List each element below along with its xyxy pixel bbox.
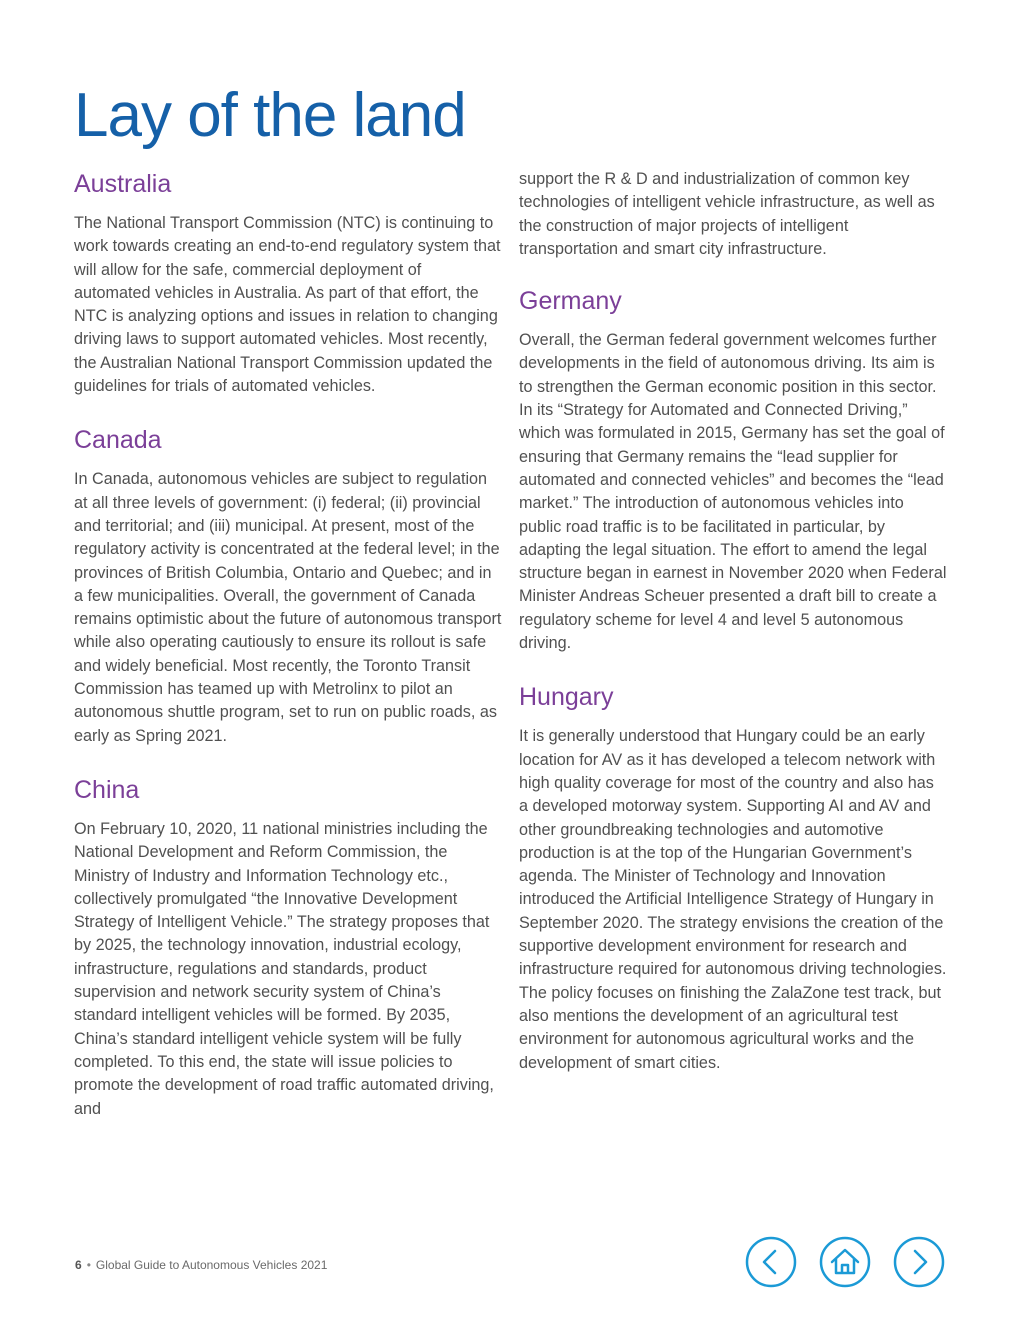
right-column	[519, 168, 947, 1101]
section-heading-australia: Australia	[74, 170, 172, 198]
section-body-hungary: It is generally understood that Hungary could be an early location for AV as it has developed a telecom network with high quality coverage for most of the country and also has a developed motorway system. Supporting AI and AV and other groundbreaking technologies and automotive production is at the top of the Hungarian Government’s agenda. The Minister of Technology and Innovation introduced the Artificial Intelligence Strategy of Hungary in September 2020. The strategy envisions the creation of the supportive development environment for research and infrastructure required for autonomous driving technologies. The policy focuses on finishing the ZalaZone test track, but also mentions the development of an agricultural test environment for autonomous agricultural works and the development of smart cities.	[519, 727, 947, 1072]
section-china	[74, 774, 502, 1121]
next-page-button[interactable]	[893, 1236, 945, 1288]
page-footer	[75, 1258, 327, 1272]
publication-title: Global Guide to Autonomous Vehicles 2021	[95, 1258, 328, 1272]
home-icon	[819, 1236, 871, 1288]
chevron-left-icon	[745, 1236, 797, 1288]
section-heading-hungary: Hungary	[519, 683, 614, 712]
section-germany	[519, 285, 947, 655]
section-body-australia: The National Transport Commission (NTC) is continuing to work towards creating an end-to-end regulatory system that will allow for the safe, commercial deployment of automated vehicles in Australia. As part of that effort, the NTC is analyzing options and issues in relation to changing driving laws to support automated vehicles. Most recently, the Australian National Transport Commission updated the guidelines for trials of automated vehicles.	[74, 214, 501, 396]
section-heading-germany: Germany	[519, 287, 622, 316]
section-body-germany: Overall, the German federal government welcomes further developments in the field of autonomous driving. Its aim is to strengthen the German economic position in this sector. In its “Strategy for Automated and Connected Driving,” which was formulated in 2015, Germany has set the goal of ensuring that Germany remains the “lead supplier for automated and connected vehicles” and becomes the “lead market.” The introduction of autonomous vehicles into public road traffic is to be facilitated in particular, by adapting the legal situation. The effort to amend the legal structure began in earnest in November 2020 when Federal Minister Andreas Scheuer presented a draft bill to create a regulatory scheme for level 4 and level 5 autonomous driving.	[519, 331, 947, 653]
section-body-canada: In Canada, autonomous vehicles are subject to regulation at all three levels of government: (i) federal; (ii) provincial and territorial; and (iii) municipal. At present, most of the regulatory activity is concentrated at the federal level; in the provinces of British Columbia, Ontario and Quebec; and in a few municipalities. Overall, the government of Canada remains optimistic about the future of autonomous transport while also operating cautiously to ensure its rollout is safe and widely beneficial. Most recently, the Toronto Transit Commission has teamed up with Metrolinx to pilot an autonomous shuttle program, set to run on public roads, as early as Spring 2021.	[74, 470, 502, 745]
section-body-china-continued: support the R & D and industrialization of common key technologies of intelligent vehicle infrastructure, as well as the construction of major projects of intelligent transportation and smart city infrastructure.	[519, 170, 935, 258]
section-body-china: On February 10, 2020, 11 national ministries including the National Development and Reform Commission, the Ministry of Industry and Information Technology etc., collectively promulgated “the Innovative Development Strategy of Intelligent Vehicle.” The strategy proposes that by 2025, the technology innovation, industrial ecology, infrastructure, regulations and standards, product supervision and network security system of China’s standard intelligent vehicles will be formed. By 2035, China’s standard intelligent vehicle system will be fully completed. To this end, the state will issue policies to promote the development of road traffic automated driving, and	[74, 819, 494, 1118]
section-heading-china: China	[74, 775, 140, 804]
page-title: Lay of the land	[74, 81, 466, 150]
page-number: 6	[75, 1258, 82, 1272]
section-hungary	[519, 681, 947, 1074]
chevron-right-icon	[893, 1236, 945, 1288]
section-australia	[74, 168, 502, 398]
footer-separator: •	[86, 1258, 91, 1272]
left-column	[74, 168, 502, 1147]
home-button[interactable]	[819, 1236, 871, 1288]
previous-page-button[interactable]	[745, 1236, 797, 1288]
section-heading-canada: Canada	[74, 426, 162, 455]
section-canada	[74, 424, 502, 748]
